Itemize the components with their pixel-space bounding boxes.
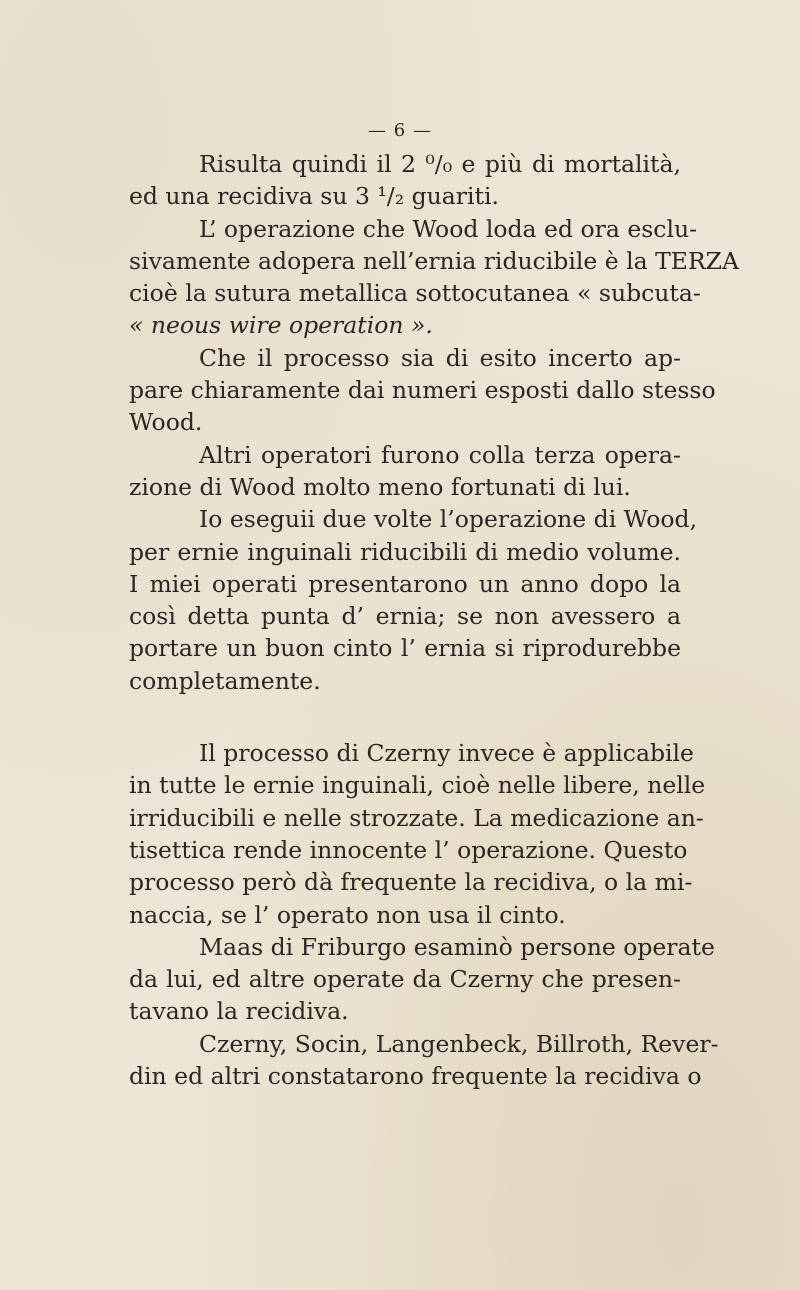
text-line: Il processo di Czerny invece è applicabile [199, 739, 694, 768]
text-line: sivamente adopera nell’ernia riducibile è la TERZA [129, 246, 739, 275]
paragraph [129, 148, 681, 213]
paragraph [129, 439, 681, 504]
text-line: così detta punta d’ ernia; se non avessero a [129, 602, 681, 631]
text-line: irriducibili e nelle strozzate. La medicazione an- [129, 803, 704, 832]
text-line: in tutte le ernie inguinali, cioè nelle libere, nelle [129, 771, 706, 800]
paragraph [129, 503, 698, 697]
text-line: tavano la recidiva. [129, 997, 349, 1026]
text-line: processo però dà frequente la recidiva, o la mi- [129, 868, 693, 897]
paragraph [129, 213, 739, 342]
text-line: completamente. [129, 666, 321, 695]
paragraph [129, 931, 715, 1028]
text-line: din ed altri constatarono frequente la recidiva o [129, 1062, 702, 1091]
text-line: zione di Wood molto meno fortunati di lui. [129, 472, 631, 501]
text-line: ed una recidiva su 3 ¹/₂ guariti. [129, 182, 499, 211]
text-line: Che il processo sia di esito incerto ap- [199, 343, 681, 372]
text-line: da lui, ed altre operate da Czerny che presen- [129, 965, 681, 994]
text-line: cioè la sutura metallica sottocutanea « subcuta- [129, 279, 701, 308]
text-line: L’ operazione che Wood loda ed ora esclu- [199, 214, 698, 243]
paragraph-gap [129, 697, 681, 737]
paragraph [129, 342, 716, 439]
text-line: Czerny, Socin, Langenbeck, Billroth, Rever- [199, 1029, 719, 1058]
paragraph [129, 1028, 719, 1093]
text-line: « neous wire operation ». [129, 311, 433, 340]
text-line: naccia, se l’ operato non usa il cinto. [129, 900, 566, 929]
page-number: — 6 — [368, 120, 432, 141]
text-line: Risulta quindi il 2 ⁰/₀ e più di mortalità, [199, 150, 681, 178]
text-line: per ernie inguinali riducibili di medio volume. [129, 537, 681, 566]
text-line: Altri operatori furono colla terza opera- [199, 440, 681, 469]
paragraph [129, 737, 706, 931]
text-line: pare chiaramente dai numeri esposti dallo stesso [129, 376, 716, 405]
text-line: Io eseguii due volte l’operazione di Wood, [199, 505, 698, 534]
text-line: I miei operati presentarono un anno dopo la [129, 569, 681, 598]
text-line: tisettica rende innocente l’ operazione. Questo [129, 835, 688, 864]
text-line: portare un buon cinto l’ ernia si riprodurebbe [129, 634, 681, 663]
body-text [129, 148, 739, 1092]
text-line: Maas di Friburgo esaminò persone operate [199, 932, 715, 961]
text-line: Wood. [129, 408, 203, 437]
